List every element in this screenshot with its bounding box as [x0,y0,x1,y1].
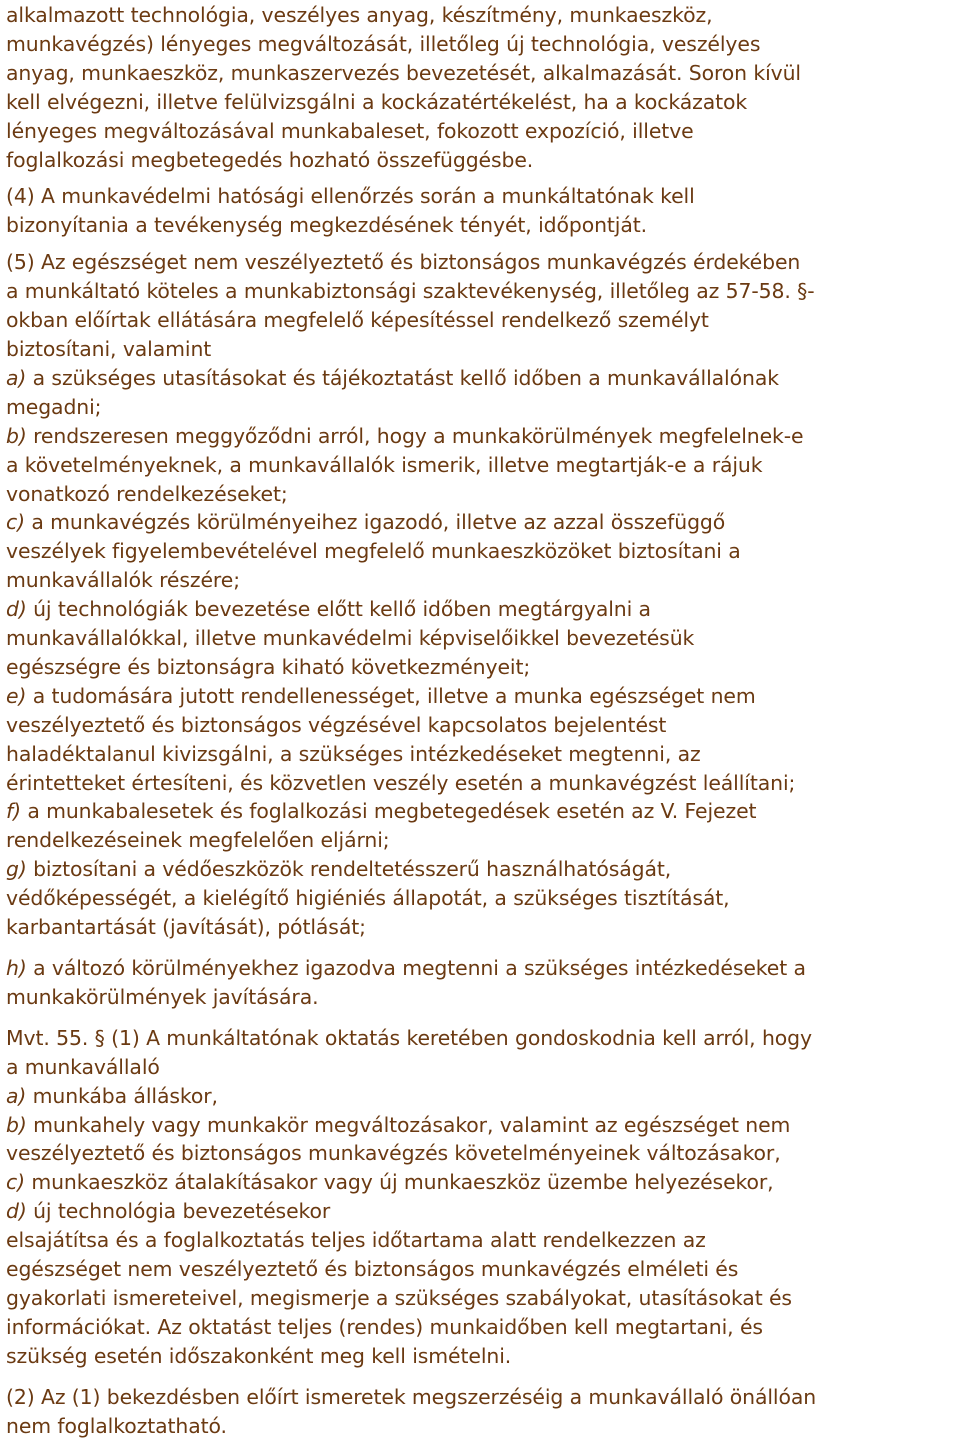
text-line: kell elvégezni, illetve felülvizsgálni a kockázatértékelést, ha a kockázatok [6,89,748,114]
text-line: megadni; [6,394,102,419]
list-item-e [6,682,956,711]
document-page [6,0,956,1441]
text-line: gyakorlati ismereteivel, megismerje a szükséges szabályokat, utasításokat és [6,1285,792,1310]
text-line: a munkáltató köteles a munkabiztonsági szaktevékenység, illetőleg az 57-58. §- [6,279,815,304]
text-line: lényeges megváltozásával munkabaleset, fokozott expozíció, illetve [6,118,694,143]
text-line: munkavégzés) lényeges megváltozását, illetőleg új technológia, veszélyes [6,31,761,56]
paragraph-mvt-55 [6,1024,956,1371]
employer-duties-list [6,364,956,942]
text-line: karbantartását (javítását), pótlását; [6,915,366,940]
item-label: d) [6,1199,27,1224]
text-line: alkalmazott technológia, veszélyes anyag, készítmény, munkaeszköz, [6,3,713,27]
item-label: h) [6,956,27,980]
item-text: munkahely vagy munkakör megváltozásakor, valamint az egészséget nem [26,1112,791,1137]
text-line: (4) A munkavédelmi hatósági ellenőrzés során a munkáltatónak kell [6,184,695,209]
item-label: b) [6,1112,27,1137]
item-text: munkába álláskor, [26,1083,218,1108]
list-item-f [6,797,956,826]
item-label: g) [6,857,27,882]
text-line: biztosítani, valamint [6,336,212,361]
list-item-g [6,855,956,884]
item-label: f) [6,799,21,824]
text-line: okban előírtak ellátására megfelelő képesítéssel rendelkező személyt [6,308,709,333]
item-text: új technológiák bevezetése előtt kellő időben megtárgyalni a [26,597,651,622]
text-line: munkakörülmények javítására. [6,984,319,1009]
list-item-d [6,1197,956,1226]
text-line: haladéktalanul kivizsgálni, a szükséges intézkedéseket megtenni, az [6,741,701,766]
text-line: rendelkezéseinek megfelelően eljárni; [6,828,390,853]
list-item-h-paragraph [6,954,956,1012]
text-line: munkavállalók részére; [6,568,240,593]
text-line: foglalkozási megbetegedés hozható összefüggésbe. [6,147,534,172]
list-item-a [6,1082,956,1111]
text-line: (2) Az (1) bekezdésben előírt ismeretek megszerzéséig a munkavállaló önállóan [6,1384,817,1409]
item-label: e) [6,683,27,708]
text-line: információkat. Az oktatást teljes (rendes) munkaidőben kell megtartani, és [6,1314,763,1339]
text-line: anyag, munkaeszköz, munkaszervezés bevezetését, alkalmazását. Soron kívül [6,60,801,85]
text-line: vonatkozó rendelkezéseket; [6,481,288,506]
item-text: a tudomására jutott rendellenességet, illetve a munka egészséget nem [26,683,756,708]
item-label: c) [6,510,25,535]
text-line: védőképességét, a kielégítő higiéniés állapotát, a szükséges tisztítását, [6,886,730,911]
item-text: a változó körülményekhez igazodva megtenni a szükséges intézkedéseket a [26,956,806,980]
list-item-c [6,508,956,537]
item-label: c) [6,1170,25,1195]
list-item-h [6,954,956,983]
list-item-a [6,364,956,393]
text-line: szükség esetén időszakonként meg kell ismételni. [6,1343,512,1368]
text-line: (5) Az egészséget nem veszélyeztető és biztonságos munkavégzés érdekében [6,250,801,275]
text-line: nem foglalkoztatható. [6,1413,227,1438]
paragraph-2 [6,1383,956,1441]
text-line: a munkavállaló [6,1054,160,1079]
item-text: új technológia bevezetésekor [26,1199,331,1224]
text-line: egészséget nem veszélyeztető és biztonságos munkavégzés elméleti és [6,1257,739,1282]
item-text: rendszeresen meggyőződni arról, hogy a munkakörülmények megfelelnek-e [26,423,804,448]
paragraph-risk-assessment [6,1,956,174]
paragraph-5 [6,248,956,364]
item-label: b) [6,423,27,448]
item-text: biztosítani a védőeszközök rendeltetésszerű használhatóságát, [26,857,672,882]
text-line: veszélyeztető és biztonságos munkavégzés követelményeinek változásakor, [6,1141,781,1166]
text-line: munkavállalókkal, illetve munkavédelmi képviselőikkel bevezetésük [6,626,695,651]
item-text: munkaeszköz átalakításakor vagy új munkaeszköz üzembe helyezésekor, [24,1170,774,1195]
text-line: elsajátítsa és a foglalkoztatás teljes időtartama alatt rendelkezzen az [6,1228,706,1253]
item-label: a) [6,1083,27,1108]
text-line: bizonyítania a tevékenység megkezdésének tényét, időpontját. [6,213,648,238]
text-line: veszélyek figyelembevételével megfelelő munkaeszközöket biztosítani a [6,539,741,564]
item-text: a munkavégzés körülményeihez igazodó, illetve az azzal összefüggő [24,510,726,535]
paragraph-4 [6,182,956,240]
text-line: érintetteket értesíteni, és közvetlen veszély esetén a munkavégzést leállítani; [6,770,796,795]
item-text: a szükséges utasításokat és tájékoztatást kellő időben a munkavállalónak [26,365,779,390]
item-label: a) [6,365,27,390]
text-line: egészségre és biztonságra kiható következményeit; [6,654,531,679]
item-text: a munkabalesetek és foglalkozási megbetegedések esetén az V. Fejezet [20,799,757,824]
text-line: a követelményeknek, a munkavállalók ismerik, illetve megtartják-e a rájuk [6,452,763,477]
list-item-d [6,595,956,624]
text-line: veszélyeztető és biztonságos végzésével kapcsolatos bejelentést [6,712,667,737]
item-label: d) [6,597,27,622]
list-item-b [6,1111,956,1140]
list-item-c [6,1168,956,1197]
text-line: Mvt. 55. § (1) A munkáltatónak oktatás keretében gondoskodnia kell arról, hogy [6,1025,812,1050]
list-item-b [6,422,956,451]
